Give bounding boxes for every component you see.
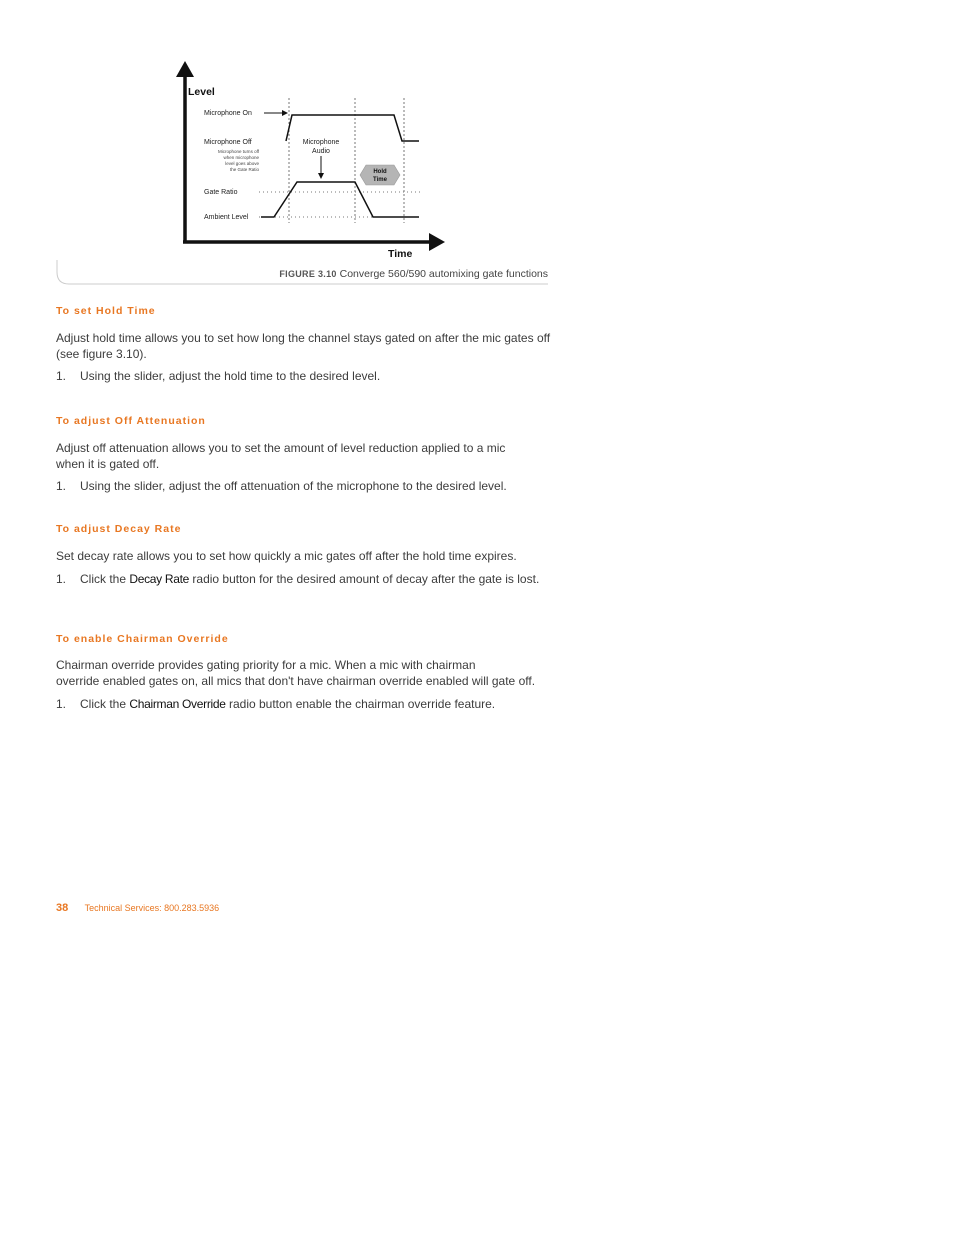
level-axis-arrow [176,61,194,77]
mic-off-note-4: the Gate Ratio [229,167,259,172]
step-text [80,696,540,713]
step-text: Using the slider, adjust the hold time to the desired level. [80,369,381,383]
chairman-body-line-2: override enabled gates on, all mics that don't have chairman override enabled will gate off. [56,673,536,688]
step-text-post: radio button enable the chairman override feature. [225,697,496,711]
figure-number: FIGURE 3.10 [279,269,337,279]
chairman-body-line-1: Chairman override provides gating priority for a mic. When a mic with chairman [56,658,476,672]
gate-functions-figure [56,55,551,290]
heading-off-attenuation: To adjust Off Attenuation [56,415,206,427]
off-attenuation-body: Adjust off attenuation allows you to set the amount of level reduction applied to a mic when it is gated off. [56,441,506,471]
mic-on-label: Microphone On [204,110,252,117]
decay-rate-term: Decay Rate [129,572,190,586]
hold-time-label-1: Hold [373,169,387,175]
step-text-pre: Click the [80,697,130,711]
level-axis-label: Level [188,86,215,98]
page-footer [56,902,219,914]
time-axis-label: Time [388,248,413,260]
mic-audio-label-2: Audio [312,148,330,155]
step-text-pre: Click the [80,572,130,586]
step-number: 1. [56,479,67,493]
heading-decay-rate: To adjust Decay Rate [56,523,182,535]
mic-off-label: Microphone Off [204,139,252,146]
mic-off-note-2: when microphone [223,155,259,160]
chairman-override-body [56,658,556,689]
decay-rate-body: Set decay rate allows you to set how quickly a mic gates off after the hold time expires. [56,549,517,563]
time-axis-arrow [429,233,445,251]
mic-off-note-3: level goes above [225,161,259,166]
heading-hold-time: To set Hold Time [56,305,156,317]
heading-chairman-override: To enable Chairman Override [56,633,229,645]
hold-time-body: Adjust hold time allows you to set how long the channel stays gated on after the mic gates off (see figure 3.10). [56,331,551,361]
chairman-override-term: Chairman Override [129,697,226,711]
hold-time-label-2: Time [373,177,387,183]
figure-caption [56,268,548,280]
gate-ratio-label: Gate Ratio [204,189,238,196]
page-number: 38 [56,902,69,914]
step-number: 1. [56,697,67,711]
mic-off-note-1: Microphone turns off [218,149,259,154]
step-text [80,571,540,588]
step-text: Using the slider, adjust the off attenuation of the microphone to the desired level. [80,479,507,493]
ambient-level-label: Ambient Level [204,214,249,221]
step-number: 1. [56,369,67,383]
gate-diagram [56,55,551,290]
step-number: 1. [56,572,67,586]
mic-audio-label-1: Microphone [302,139,340,146]
audio-trace [261,182,419,217]
figure-caption-text: Converge 560/590 automixing gate functions [339,268,548,280]
gate-trace [286,115,419,141]
footer-text: Technical Services: 800.283.5936 [84,903,220,913]
step-text-post: radio button for the desired amount of decay after the gate is lost. [189,572,540,586]
